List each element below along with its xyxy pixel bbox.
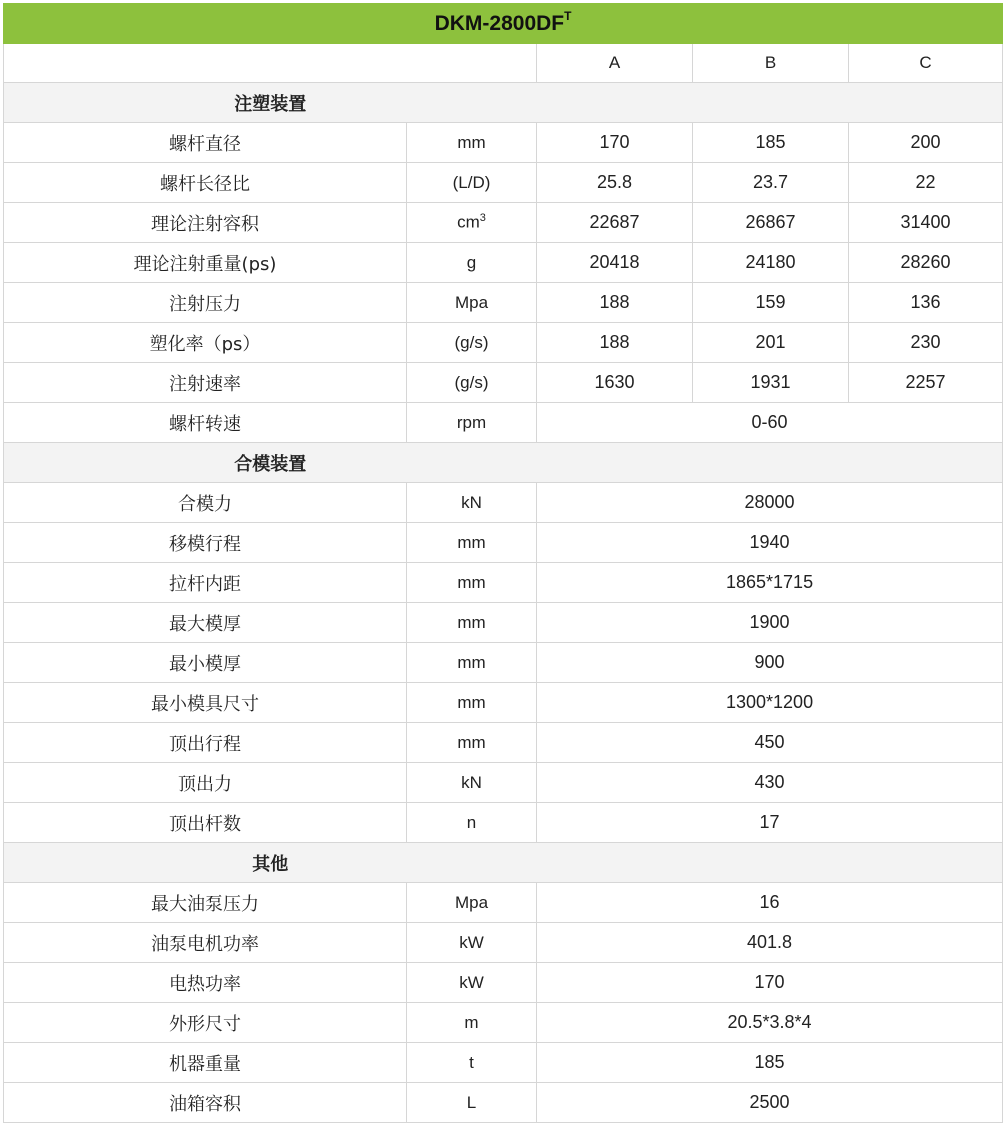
unit-text: n [466, 812, 477, 832]
unit-cell [407, 163, 537, 203]
param-name: 理论注射重量(ps) [4, 243, 407, 283]
value-cell: 23.7 [693, 163, 849, 203]
value-cell: 188 [537, 323, 693, 363]
column-header-a: A [537, 44, 693, 83]
value-cell: 28260 [849, 243, 1003, 283]
unit-text: mm [457, 132, 486, 152]
section-row [4, 83, 1003, 123]
spec-table [3, 3, 1003, 1123]
param-name: 最大油泵压力 [4, 883, 407, 923]
unit-text: g [466, 252, 477, 272]
value-cell: 185 [693, 123, 849, 163]
unit-cell [407, 243, 537, 283]
unit-text: mm [457, 732, 486, 752]
param-name: 理论注射容积 [4, 203, 407, 243]
unit-text: kW [459, 972, 484, 992]
column-header-b: B [693, 44, 849, 83]
section-filler [537, 843, 1003, 883]
value-cell-merged: 0-60 [537, 403, 1003, 443]
value-cell: 136 [849, 283, 1003, 323]
unit-text: mm [457, 692, 486, 712]
param-name: 顶出行程 [4, 723, 407, 763]
table-row [4, 123, 1003, 163]
section-title: 合模装置 [4, 443, 537, 483]
value-cell: 201 [693, 323, 849, 363]
unit-cell [407, 403, 537, 443]
table-row [4, 1003, 1003, 1043]
unit-cell [407, 883, 537, 923]
param-name: 螺杆长径比 [4, 163, 407, 203]
table-row [4, 683, 1003, 723]
param-name: 合模力 [4, 483, 407, 523]
value-cell: 1931 [693, 363, 849, 403]
unit-cell [407, 963, 537, 1003]
title-row [4, 4, 1003, 44]
column-header-c: C [849, 44, 1003, 83]
param-name: 油泵电机功率 [4, 923, 407, 963]
table-row [4, 803, 1003, 843]
value-cell: 200 [849, 123, 1003, 163]
value-cell-merged: 1940 [537, 523, 1003, 563]
value-cell: 25.8 [537, 163, 693, 203]
unit-superscript: 3 [479, 212, 486, 225]
unit-text: (g/s) [454, 332, 489, 352]
param-name: 顶出力 [4, 763, 407, 803]
table-row [4, 1083, 1003, 1123]
unit-text: Mpa [454, 292, 489, 312]
value-cell-merged: 900 [537, 643, 1003, 683]
table-row [4, 723, 1003, 763]
section-row [4, 843, 1003, 883]
table-row [4, 763, 1003, 803]
value-cell: 26867 [693, 203, 849, 243]
value-cell: 2257 [849, 363, 1003, 403]
param-name: 最大模厚 [4, 603, 407, 643]
section-title: 其他 [4, 843, 537, 883]
value-cell: 1630 [537, 363, 693, 403]
value-cell-merged: 1900 [537, 603, 1003, 643]
value-cell: 159 [693, 283, 849, 323]
value-cell-merged: 2500 [537, 1083, 1003, 1123]
value-cell-merged: 170 [537, 963, 1003, 1003]
table-row [4, 883, 1003, 923]
unit-text: rpm [456, 412, 487, 432]
param-name: 移模行程 [4, 523, 407, 563]
unit-text: mm [457, 652, 486, 672]
unit-cell [407, 603, 537, 643]
value-cell: 20418 [537, 243, 693, 283]
value-cell-merged: 450 [537, 723, 1003, 763]
unit-cell [407, 923, 537, 963]
unit-cell [407, 763, 537, 803]
param-name: 注射速率 [4, 363, 407, 403]
unit-text: cm [457, 212, 480, 232]
table-title [4, 4, 1003, 44]
param-name: 注射压力 [4, 283, 407, 323]
table-row [4, 163, 1003, 203]
unit-cell [407, 483, 537, 523]
unit-text: kW [459, 932, 484, 952]
unit-cell [407, 203, 537, 243]
unit-text: mm [457, 532, 486, 552]
table-row [4, 283, 1003, 323]
value-cell: 188 [537, 283, 693, 323]
table-row [4, 523, 1003, 563]
value-cell: 31400 [849, 203, 1003, 243]
unit-text: Mpa [454, 892, 489, 912]
section-filler [537, 443, 1003, 483]
value-cell: 170 [537, 123, 693, 163]
table-row [4, 203, 1003, 243]
param-name: 最小模厚 [4, 643, 407, 683]
unit-cell [407, 363, 537, 403]
value-cell-merged: 185 [537, 1043, 1003, 1083]
value-cell: 230 [849, 323, 1003, 363]
value-cell: 22 [849, 163, 1003, 203]
unit-cell [407, 1083, 537, 1123]
param-name: 顶出杆数 [4, 803, 407, 843]
section-row [4, 443, 1003, 483]
unit-cell [407, 643, 537, 683]
unit-text: mm [457, 612, 486, 632]
column-header-row [4, 44, 1003, 83]
header-blank-cell [4, 44, 537, 83]
value-cell-merged: 1865*1715 [537, 563, 1003, 603]
unit-text: L [466, 1092, 477, 1112]
param-name: 油箱容积 [4, 1083, 407, 1123]
title-text: DKM-2800DF [434, 12, 565, 35]
value-cell: 22687 [537, 203, 693, 243]
table-row [4, 643, 1003, 683]
table-row [4, 963, 1003, 1003]
section-title: 注塑装置 [4, 83, 537, 123]
unit-text: m [464, 1012, 479, 1032]
table-row [4, 403, 1003, 443]
unit-text: kN [461, 492, 482, 512]
param-name: 螺杆转速 [4, 403, 407, 443]
value-cell-merged: 401.8 [537, 923, 1003, 963]
unit-text: t [469, 1052, 474, 1072]
table-row [4, 923, 1003, 963]
table-row [4, 323, 1003, 363]
param-name: 塑化率（ps） [4, 323, 407, 363]
unit-cell [407, 1003, 537, 1043]
table-row [4, 243, 1003, 283]
unit-text: mm [457, 572, 486, 592]
unit-cell [407, 723, 537, 763]
unit-cell [407, 803, 537, 843]
value-cell-merged: 28000 [537, 483, 1003, 523]
value-cell-merged: 17 [537, 803, 1003, 843]
param-name: 最小模具尺寸 [4, 683, 407, 723]
value-cell-merged: 20.5*3.8*4 [537, 1003, 1003, 1043]
title-superscript: T [564, 9, 572, 23]
param-name: 电热功率 [4, 963, 407, 1003]
value-cell-merged: 1300*1200 [537, 683, 1003, 723]
table-row [4, 1043, 1003, 1083]
table-row [4, 603, 1003, 643]
unit-cell [407, 283, 537, 323]
table-row [4, 363, 1003, 403]
section-filler [537, 83, 1003, 123]
table-row [4, 563, 1003, 603]
unit-text: (g/s) [454, 372, 489, 392]
unit-cell [407, 683, 537, 723]
param-name: 外形尺寸 [4, 1003, 407, 1043]
table-row [4, 483, 1003, 523]
unit-cell [407, 323, 537, 363]
param-name: 机器重量 [4, 1043, 407, 1083]
unit-text: (L/D) [452, 172, 491, 192]
value-cell-merged: 430 [537, 763, 1003, 803]
value-cell: 24180 [693, 243, 849, 283]
value-cell-merged: 16 [537, 883, 1003, 923]
unit-cell [407, 1043, 537, 1083]
param-name: 拉杆内距 [4, 563, 407, 603]
unit-text: kN [461, 772, 482, 792]
param-name: 螺杆直径 [4, 123, 407, 163]
unit-cell [407, 123, 537, 163]
unit-cell [407, 563, 537, 603]
unit-cell [407, 523, 537, 563]
